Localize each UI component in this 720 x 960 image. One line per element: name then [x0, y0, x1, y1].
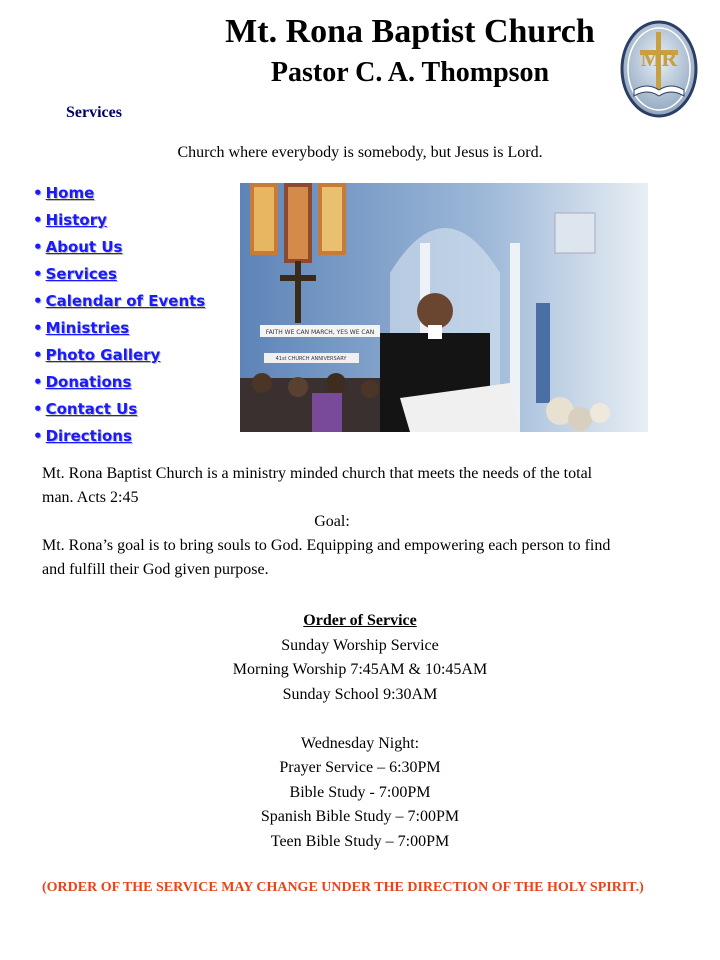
pastor-name: Pastor C. A. Thompson	[270, 57, 550, 88]
service-line-spacer	[0, 707, 720, 732]
nav-bullet: •	[33, 373, 43, 391]
nav-item-calendar	[33, 289, 205, 316]
nav-bullet: •	[33, 292, 43, 310]
nav-item-services	[33, 262, 205, 289]
nav-link-about-us[interactable]: About Us	[45, 238, 123, 256]
svg-text:MR: MR	[640, 46, 678, 71]
nav-bullet: •	[33, 427, 43, 445]
service-line: Prayer Service – 6:30PM	[279, 759, 441, 776]
nav-link-services[interactable]: Services	[45, 265, 117, 283]
church-name: Mt. Rona Baptist Church	[225, 13, 595, 50]
nav-link-directions[interactable]: Directions	[45, 427, 132, 445]
nav-bullet: •	[33, 184, 43, 202]
service-line: Morning Worship 7:45AM & 10:45AM	[232, 661, 488, 678]
svg-text:FAITH WE CAN MARCH, YES WE CAN: FAITH WE CAN MARCH, YES WE CAN	[265, 329, 375, 336]
pastor-preaching-photo	[240, 183, 648, 432]
order-of-service	[0, 609, 720, 854]
nav-item-directions	[33, 424, 205, 451]
nav-item-ministries	[33, 316, 205, 343]
current-page-label: Services	[66, 104, 122, 121]
nav-link-history[interactable]: History	[45, 211, 107, 229]
nav-bullet: •	[33, 346, 43, 364]
service-line: Spanish Bible Study – 7:00PM	[260, 808, 460, 825]
nav-bullet: •	[33, 265, 43, 283]
service-line: Sunday Worship Service	[281, 636, 439, 654]
nav-link-home[interactable]: Home	[45, 184, 95, 202]
nav-bullet: •	[33, 211, 43, 229]
nav-bullet: •	[33, 319, 43, 337]
nav-link-photo-gallery[interactable]: Photo Gallery	[45, 346, 161, 364]
nav-item-history	[33, 208, 205, 235]
church-tagline: Church where everybody is somebody, but Jesus is Lord.	[177, 144, 543, 161]
order-of-service-heading: Order of Service	[303, 612, 417, 629]
schedule-change-notice: (ORDER OF THE SERVICE MAY CHANGE UNDER THE DIRECTION OF THE HOLY SPIRIT.)	[42, 880, 644, 895]
goal-heading: Goal:	[314, 513, 350, 530]
church-logo	[620, 20, 698, 118]
nav-link-contact-us[interactable]: Contact Us	[45, 400, 138, 418]
service-line: Teen Bible Study – 7:00PM	[270, 832, 450, 850]
intro-section	[42, 462, 622, 582]
nav-item-about-us	[33, 235, 205, 262]
nav-item-home	[33, 181, 205, 208]
nav-item-contact-us	[33, 397, 205, 424]
nav-link-donations[interactable]: Donations	[45, 373, 132, 391]
service-line: Sunday School 9:30AM	[282, 685, 438, 703]
mission-paragraph: Mt. Rona Baptist Church is a ministry minded church that meets the needs of the total man. Acts 2:45	[42, 465, 593, 506]
main-navigation	[33, 181, 205, 451]
service-line: Bible Study - 7:00PM	[289, 783, 431, 801]
nav-item-donations	[33, 370, 205, 397]
nav-link-calendar[interactable]: Calendar of Events	[45, 292, 206, 310]
nav-bullet: •	[33, 238, 43, 256]
goal-paragraph: Mt. Rona’s goal is to bring souls to God. Equipping and empowering each person to find and fulfill their God given purpose.	[42, 537, 611, 578]
service-line: Wednesday Night:	[300, 734, 420, 752]
svg-text:41st CHURCH ANNIVERSARY: 41st CHURCH ANNIVERSARY	[275, 356, 347, 362]
nav-link-ministries[interactable]: Ministries	[45, 319, 130, 337]
nav-bullet: •	[33, 400, 43, 418]
nav-item-photo-gallery	[33, 343, 205, 370]
